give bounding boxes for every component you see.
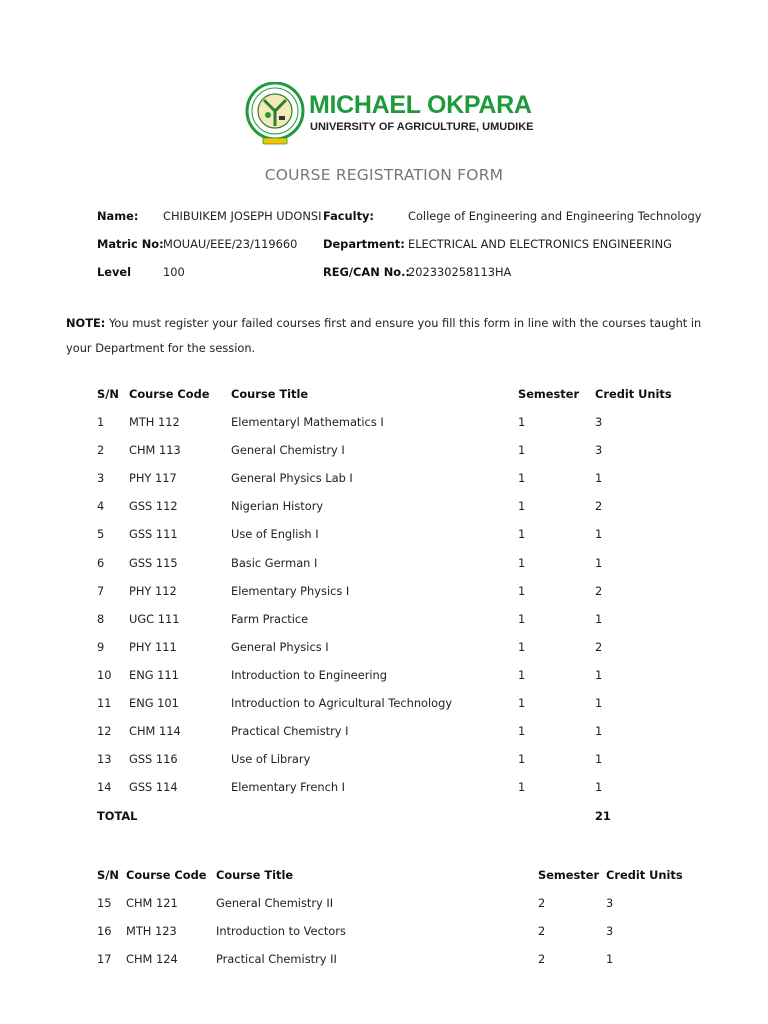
form-title: COURSE REGISTRATION FORM bbox=[264, 166, 504, 184]
cell-credit-units: 3 bbox=[606, 924, 614, 938]
name-value: CHIBUIKEM JOSEPH UDONSI bbox=[163, 209, 322, 223]
cell-sn: 5 bbox=[97, 527, 105, 542]
cell-semester: 1 bbox=[518, 415, 526, 429]
cell-credit-units: 1 bbox=[595, 555, 603, 570]
cell-sn: 3 bbox=[97, 471, 105, 486]
cell-course-code: CHM 113 bbox=[129, 443, 181, 458]
cell-semester: 1 bbox=[518, 639, 526, 654]
department-value: ELECTRICAL AND ELECTRONICS ENGINEERING bbox=[408, 237, 672, 251]
cell-course-code: PHY 112 bbox=[129, 583, 177, 598]
cell-semester: 2 bbox=[538, 924, 546, 938]
cell-course-title: General Physics Lab I bbox=[231, 471, 353, 486]
level-label: Level bbox=[97, 265, 132, 279]
cell-sn: 12 bbox=[97, 724, 112, 739]
cell-course-title: Use of English I bbox=[231, 527, 319, 542]
cell-sn: 16 bbox=[97, 924, 112, 938]
cell-credit-units: 3 bbox=[595, 415, 603, 429]
name-label: Name: bbox=[97, 209, 139, 223]
col-header-credit-units: Credit Units bbox=[606, 868, 683, 882]
note-text: You must register your failed courses first and ensure you fill this form in line with the courses taught in your Department for the session. bbox=[66, 316, 702, 355]
col-header-sn: S/N bbox=[97, 868, 119, 882]
cell-credit-units: 1 bbox=[606, 952, 614, 966]
university-subtitle: UNIVERSITY OF AGRICULTURE, UMUDIKE bbox=[310, 121, 534, 133]
note-label: NOTE: bbox=[66, 316, 106, 330]
cell-sn: 8 bbox=[97, 611, 105, 626]
cell-course-title: General Chemistry I bbox=[231, 443, 345, 458]
cell-credit-units: 1 bbox=[595, 667, 603, 682]
cell-semester: 2 bbox=[538, 896, 546, 910]
regcan-label: REG/CAN No.: bbox=[323, 265, 410, 279]
cell-course-code: GSS 111 bbox=[129, 527, 178, 542]
cell-semester: 2 bbox=[538, 952, 546, 966]
cell-course-code: GSS 115 bbox=[129, 555, 178, 570]
cell-course-title: Use of Library bbox=[231, 752, 311, 767]
cell-sn: 1 bbox=[97, 415, 105, 429]
cell-course-code: PHY 111 bbox=[129, 639, 177, 654]
cell-sn: 11 bbox=[97, 696, 112, 710]
cell-course-title: Introduction to Agricultural Technology bbox=[231, 696, 453, 710]
cell-course-title: Introduction to Vectors bbox=[216, 924, 346, 938]
level-value: 100 bbox=[163, 265, 185, 279]
cell-sn: 4 bbox=[97, 499, 105, 514]
cell-credit-units: 1 bbox=[595, 780, 603, 795]
col-header-course-title: Course Title bbox=[231, 387, 309, 401]
cell-credit-units: 1 bbox=[595, 696, 603, 710]
cell-semester: 1 bbox=[518, 471, 526, 486]
cell-credit-units: 1 bbox=[595, 471, 603, 486]
cell-course-title: Farm Practice bbox=[231, 611, 309, 626]
col-header-course-code: Course Code bbox=[129, 387, 210, 401]
col-header-course-code: Course Code bbox=[126, 868, 207, 882]
cell-credit-units: 2 bbox=[595, 639, 603, 654]
cell-course-code: MTH 123 bbox=[126, 924, 177, 938]
cell-semester: 1 bbox=[518, 696, 526, 710]
cell-semester: 1 bbox=[518, 752, 526, 767]
cell-course-title: Practical Chemistry I bbox=[231, 724, 349, 739]
cell-semester: 1 bbox=[518, 555, 526, 570]
cell-course-code: CHM 121 bbox=[126, 896, 178, 910]
cell-sn: 9 bbox=[97, 639, 105, 654]
cell-credit-units: 1 bbox=[595, 724, 603, 739]
cell-sn: 6 bbox=[97, 555, 105, 570]
cell-semester: 1 bbox=[518, 527, 526, 542]
col-header-semester: Semester bbox=[538, 868, 600, 882]
cell-credit-units: 2 bbox=[595, 499, 603, 514]
cell-sn: 13 bbox=[97, 752, 112, 767]
cell-sn: 17 bbox=[97, 952, 112, 966]
cell-course-code: GSS 112 bbox=[129, 499, 178, 514]
cell-course-code: MTH 112 bbox=[129, 415, 180, 429]
cell-semester: 1 bbox=[518, 443, 526, 458]
col-header-credit-units: Credit Units bbox=[595, 387, 672, 401]
cell-course-title: Nigerian History bbox=[231, 499, 324, 514]
cell-course-title: General Physics I bbox=[231, 639, 329, 654]
cell-semester: 1 bbox=[518, 499, 526, 514]
cell-sn: 7 bbox=[97, 583, 105, 598]
cell-course-title: General Chemistry II bbox=[216, 896, 334, 910]
cell-credit-units: 2 bbox=[595, 583, 603, 598]
cell-course-title: Introduction to Engineering bbox=[231, 667, 387, 682]
cell-course-title: Basic German I bbox=[231, 555, 318, 570]
cell-semester: 1 bbox=[518, 583, 526, 598]
col-header-sn: S/N bbox=[97, 387, 119, 401]
cell-course-title: Elementaryl Mathematics I bbox=[231, 415, 384, 429]
registration-note bbox=[66, 311, 706, 361]
cell-credit-units: 1 bbox=[595, 611, 603, 626]
university-name: MICHAEL OKPARA bbox=[309, 91, 532, 119]
cell-semester: 1 bbox=[518, 724, 526, 739]
faculty-label: Faculty: bbox=[323, 209, 374, 223]
total-label: TOTAL bbox=[97, 809, 138, 823]
cell-semester: 1 bbox=[518, 780, 526, 795]
university-logo bbox=[244, 82, 306, 148]
faculty-value: College of Engineering and Engineering Technology bbox=[408, 209, 702, 223]
cell-sn: 14 bbox=[97, 780, 112, 795]
cell-sn: 10 bbox=[97, 667, 112, 682]
total-value: 21 bbox=[595, 809, 611, 823]
department-label: Department: bbox=[323, 237, 405, 251]
cell-course-code: GSS 116 bbox=[129, 752, 178, 767]
cell-course-title: Elementary Physics I bbox=[231, 583, 350, 598]
cell-course-code: GSS 114 bbox=[129, 780, 178, 795]
cell-semester: 1 bbox=[518, 611, 526, 626]
cell-course-code: ENG 101 bbox=[129, 696, 179, 710]
cell-course-title: Practical Chemistry II bbox=[216, 952, 337, 966]
cell-course-title: Elementary French I bbox=[231, 780, 346, 795]
cell-credit-units: 3 bbox=[606, 896, 614, 910]
cell-sn: 15 bbox=[97, 896, 112, 910]
cell-credit-units: 1 bbox=[595, 752, 603, 767]
cell-course-code: PHY 117 bbox=[129, 471, 177, 486]
cell-course-code: UGC 111 bbox=[129, 611, 180, 626]
cell-sn: 2 bbox=[97, 443, 105, 458]
cell-course-code: ENG 111 bbox=[129, 667, 179, 682]
cell-course-code: CHM 124 bbox=[126, 952, 178, 966]
cell-semester: 1 bbox=[518, 667, 526, 682]
cell-course-code: CHM 114 bbox=[129, 724, 181, 739]
col-header-course-title: Course Title bbox=[216, 868, 294, 882]
matric-value: MOUAU/EEE/23/119660 bbox=[163, 237, 298, 251]
col-header-semester: Semester bbox=[518, 387, 580, 401]
cell-credit-units: 3 bbox=[595, 443, 603, 458]
matric-label: Matric No: bbox=[97, 237, 164, 251]
cell-credit-units: 1 bbox=[595, 527, 603, 542]
regcan-value: 202330258113HA bbox=[408, 265, 512, 279]
